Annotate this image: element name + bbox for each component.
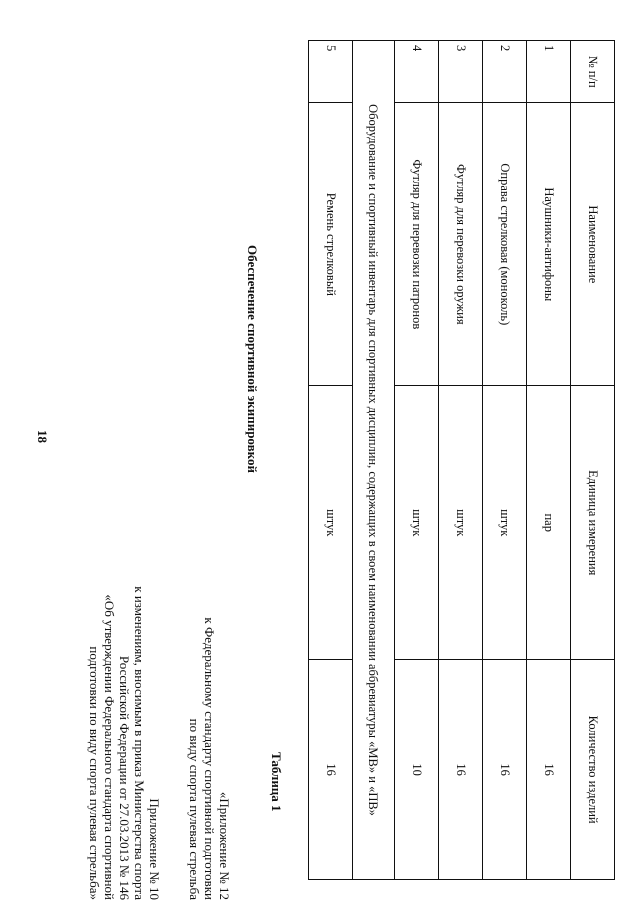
table-label: Таблица 1 <box>269 752 284 812</box>
cell-name: Оправа стрелковая (моноколь) <box>482 103 526 386</box>
appendix-12-header <box>187 90 232 900</box>
header-num: № п/п <box>570 41 614 103</box>
table-row <box>309 41 353 880</box>
cell-num: 3 <box>438 41 482 103</box>
cell-unit: пар <box>526 386 570 660</box>
table-row <box>438 41 482 880</box>
appendix-10-header <box>87 90 162 900</box>
cell-name: Футляр для перевозки патронов <box>394 103 438 386</box>
header-qty: Количество изделий <box>570 660 614 880</box>
appendix-10-line: Приложение № 10 <box>147 798 162 900</box>
cell-qty: 16 <box>482 660 526 880</box>
cell-unit: штук <box>438 386 482 660</box>
cell-qty: 10 <box>394 660 438 880</box>
appendix-10-line: подготовки по виду спорта пулевая стрельба» <box>87 646 102 900</box>
header-name: Наименование <box>570 103 614 386</box>
appendix-12-line: по виду спорта пулевая стрельба <box>187 718 202 900</box>
appendix-10-line: «Об утверждении Федерального стандарта спортивной <box>102 594 117 900</box>
cell-unit: штук <box>309 386 353 660</box>
cell-num: 2 <box>482 41 526 103</box>
section-row-text: Оборудование и спортивный инвентарь для спортивных дисциплин, содержащих в своем наименовании аббревиатуры «МВ» и «ПВ» <box>353 41 394 880</box>
header-unit: Единица измерения <box>570 386 614 660</box>
appendix-10-line: к изменениям, вносимым в приказ Министерства спорта <box>132 586 147 900</box>
equipment-table <box>308 40 615 880</box>
section-title: Обеспечение спортивной экипировкой <box>245 245 260 473</box>
table-row <box>482 41 526 880</box>
page-number: 18 <box>35 430 50 443</box>
cell-num: 1 <box>526 41 570 103</box>
table-row <box>526 41 570 880</box>
appendix-12-line: к Федеральному стандарту спортивной подготовки <box>202 617 217 900</box>
cell-name: Наушники-антифоны <box>526 103 570 386</box>
cell-qty: 16 <box>309 660 353 880</box>
cell-qty: 16 <box>526 660 570 880</box>
cell-qty: 16 <box>438 660 482 880</box>
table-header-row <box>570 41 614 880</box>
appendix-10-line: Российской Федерации от 27.03.2013 № 146 <box>117 655 132 900</box>
cell-num: 4 <box>394 41 438 103</box>
cell-name: Футляр для перевозки оружия <box>438 103 482 386</box>
table-row <box>394 41 438 880</box>
cell-name: Ремень стрелковый <box>309 103 353 386</box>
cell-num: 5 <box>309 41 353 103</box>
appendix-12-line: «Приложение № 12 <box>217 791 232 900</box>
cell-unit: штук <box>394 386 438 660</box>
cell-unit: штук <box>482 386 526 660</box>
table-section-row <box>353 41 394 880</box>
